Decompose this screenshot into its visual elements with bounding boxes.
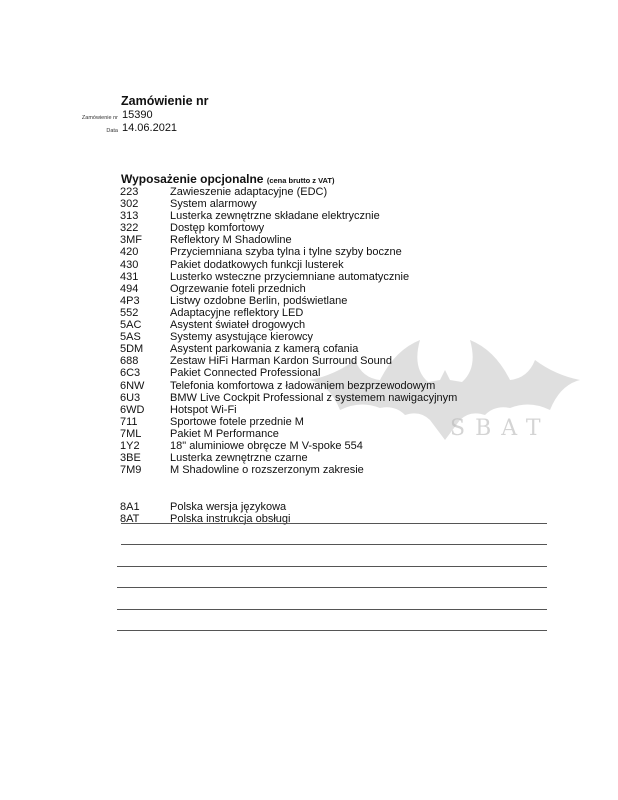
option-item — [120, 271, 550, 283]
option-item — [120, 283, 550, 295]
option-item — [120, 367, 550, 379]
option-item — [120, 355, 550, 367]
option-code: 494 — [120, 282, 139, 295]
option-code: 431 — [120, 270, 139, 283]
option-item — [120, 392, 550, 404]
option-item — [120, 452, 550, 464]
option-code: 3BE — [120, 452, 141, 465]
option-item — [120, 259, 550, 271]
option-item — [120, 331, 550, 343]
blank-line — [117, 630, 547, 631]
blank-line — [121, 523, 547, 524]
option-description: Adaptacyjne reflektory LED — [170, 306, 304, 319]
option-code: 4P3 — [120, 294, 140, 307]
option-description: Sportowe fotele przednie M — [170, 415, 304, 428]
options-subtitle: (cena brutto z VAT) — [266, 176, 335, 185]
option-description: Systemy asystujące kierowcy — [170, 331, 314, 344]
option-code: 5AS — [120, 331, 141, 344]
option-item — [120, 319, 550, 331]
option-item — [120, 343, 550, 355]
option-code: 7ML — [120, 427, 142, 440]
option-code: 5AC — [120, 319, 142, 332]
order-date-row — [60, 120, 260, 134]
option-code: 6NW — [120, 379, 145, 392]
option-code: 313 — [120, 210, 139, 223]
option-code: 5DM — [120, 343, 144, 356]
option-description: Pakiet Connected Professional — [170, 367, 321, 380]
option-description: Ogrzewanie foteli przednich — [170, 282, 306, 295]
blank-line — [121, 544, 547, 545]
option-description: Asystent świateł drogowych — [170, 319, 306, 332]
option-code: 1Y2 — [120, 439, 140, 452]
option-code: 223 — [120, 186, 139, 198]
option-description: Zawieszenie adaptacyjne (EDC) — [170, 186, 328, 198]
option-item — [120, 428, 550, 440]
option-code: 6C3 — [120, 367, 141, 380]
option-item — [120, 198, 550, 210]
order-date-label: Data — [106, 128, 118, 134]
option-description: Pakiet M Performance — [170, 427, 279, 440]
option-item — [120, 416, 550, 428]
option-description: Asystent parkowania z kamerą cofania — [170, 343, 359, 356]
order-number-row — [60, 107, 260, 121]
option-description: Polska wersja językowa — [170, 501, 287, 513]
option-code: 6U3 — [120, 391, 141, 404]
option-code: 8AT — [120, 513, 140, 526]
option-code: 7M9 — [120, 464, 142, 477]
options-list-language — [120, 501, 550, 525]
option-code: 711 — [120, 415, 138, 428]
option-code: 322 — [120, 222, 139, 235]
blank-line — [117, 566, 547, 567]
option-description: Hotspot Wi-Fi — [170, 403, 237, 416]
option-description: Przyciemniana szyba tylna i tylne szyby boczne — [170, 246, 402, 259]
option-code: 420 — [120, 246, 139, 259]
option-description: Lusterko wsteczne przyciemniane automatycznie — [170, 270, 410, 283]
options-list — [120, 186, 550, 476]
option-item — [120, 246, 550, 258]
option-description: 18" aluminiowe obręcze M V-spoke 554 — [170, 439, 363, 452]
order-number: 15390 — [122, 109, 153, 121]
options-title-text: Wyposażenie opcjonalne — [121, 172, 264, 186]
option-item — [120, 234, 550, 246]
option-item — [120, 380, 550, 392]
option-description: Listwy ozdobne Berlin, podświetlane — [170, 294, 348, 307]
option-description: Lusterka zewnętrzne czarne — [170, 452, 308, 465]
option-item — [120, 440, 550, 452]
option-code: 6WD — [120, 403, 145, 416]
option-description: Telefonia komfortowa z ładowaniem bezprzewodowym — [170, 379, 436, 392]
option-description: Reflektory M Shadowline — [170, 234, 292, 247]
options-title — [121, 172, 334, 186]
option-item — [120, 501, 550, 513]
option-code: 430 — [120, 258, 139, 271]
option-code: 552 — [120, 306, 139, 319]
option-description: Zestaw HiFi Harman Kardon Surround Sound — [170, 355, 392, 368]
option-description: Polska instrukcja obsługi — [170, 513, 291, 526]
option-item — [120, 186, 550, 198]
order-number-label: Zamówienie nr — [81, 115, 118, 121]
option-description: Dostęp komfortowy — [170, 222, 265, 235]
blank-line — [117, 609, 547, 610]
option-description: Pakiet dodatkowych funkcji lusterek — [170, 258, 344, 271]
option-item — [120, 307, 550, 319]
option-code: 688 — [120, 355, 139, 368]
option-description: Lusterka zewnętrzne składane elektrycznie — [170, 210, 380, 223]
order-title: Zamówienie nr — [121, 94, 209, 108]
option-description: System alarmowy — [170, 198, 257, 211]
option-description: M Shadowline o rozszerzonym zakresie — [170, 464, 364, 477]
option-item — [120, 295, 550, 307]
option-item — [120, 222, 550, 234]
option-item — [120, 210, 550, 222]
option-item — [120, 464, 550, 476]
order-date: 14.06.2021 — [122, 122, 178, 134]
option-description: BMW Live Cockpit Professional z systemem nawigacyjnym — [170, 391, 458, 404]
option-code: 302 — [120, 198, 139, 211]
option-code: 3MF — [120, 234, 142, 247]
option-item — [120, 404, 550, 416]
option-code: 8A1 — [120, 501, 140, 513]
blank-line — [117, 587, 547, 588]
watermark-text: SBAT — [450, 416, 551, 441]
